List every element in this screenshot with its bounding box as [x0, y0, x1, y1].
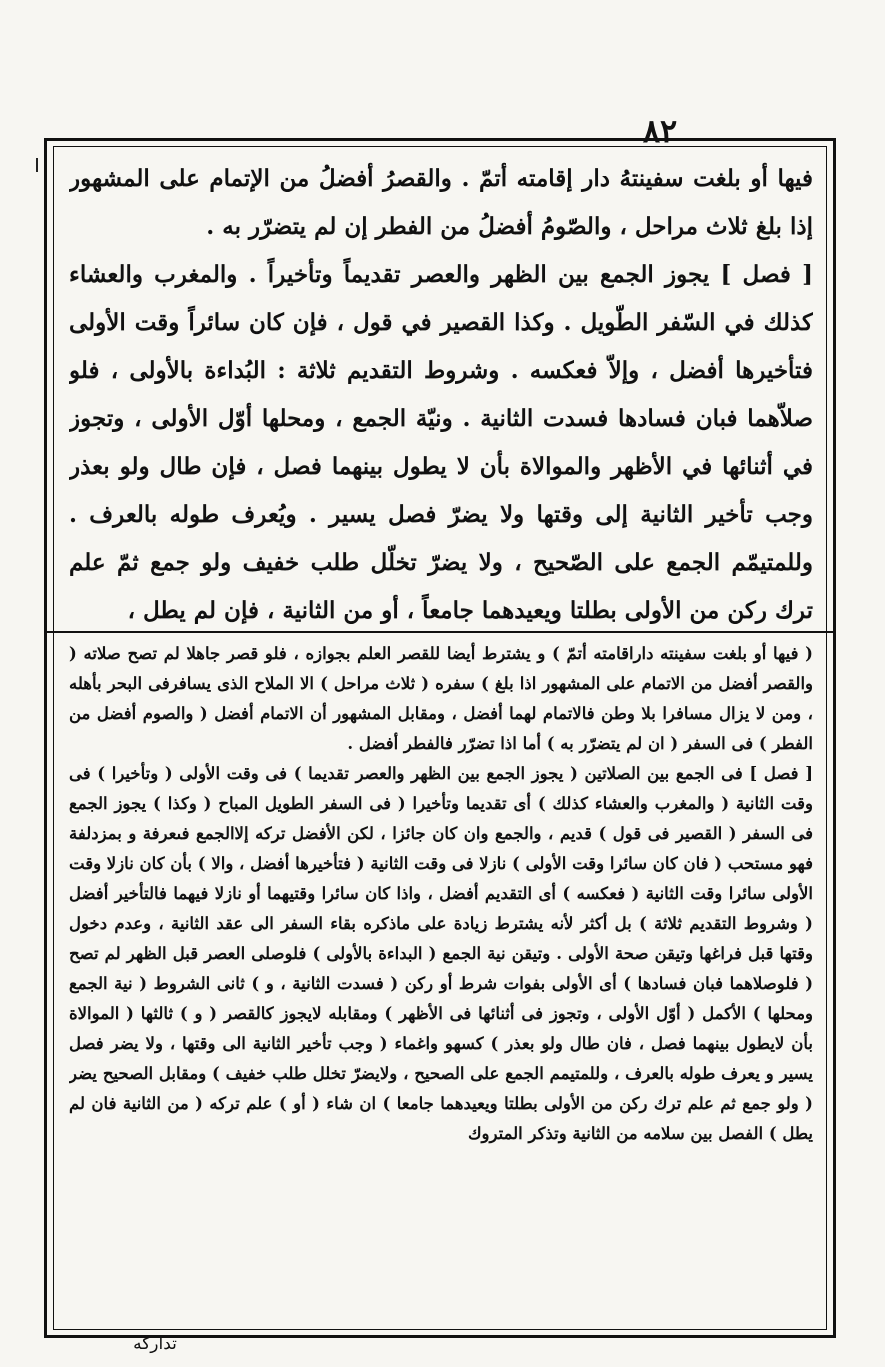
margin-mark	[36, 158, 38, 172]
matn-text-block	[69, 155, 813, 625]
page-frame	[44, 138, 836, 1338]
catchword: تداركه	[133, 1334, 177, 1354]
commentary-text-block	[69, 639, 813, 1329]
commentary-paragraph-1: ( فيها أو بلغت سفينته داراقامته أتمّ ) و يشترط أيضا للقصر العلم بجوازه ، فلو قصر جاهلا لم تصح صلاته ( والقصر أفضل من الاتمام على المشهور اذا بلغ ) سفره ( ثلاث مراحل ) الا الملاح الذى يسافرفى البحر بأهله ، ومن لا يزال مسافرا بلا وطن فالاتمام لهما أفضل ، ومقابل المشهور أن الاتمام أفضل ( والصوم أفضل من الفطر ) فى السفر ( ان لم يتضرّر به ) أما اذا تضرّر فالفطر أفضل .	[69, 644, 813, 753]
commentary-paragraph-2: [ فصل ] فى الجمع بين الصلاتين ( يجوز الجمع بين الظهر والعصر تقديما ) فى وقت الأولى ( وتأخيرا ) فى وقت الثانية ( والمغرب والعشاء كذلك ) أى تقديما وتأخيرا ( فى السفر الطويل المباح ( وكذا ) يجوز الجمع فى السفر ( القصير فى قول ) قديم ، والجمع وان كان جائزا ، لكن الأفضل تركه إلاالجمع فىعرفة و بمزدلفة فهو مستحب ( فان كان سائرا وقت الأولى ) نازلا فى وقت الثانية ( فتأخيرها أفضل ، والا ) بأن كان نازلا وقت الأولى سائرا وقت الثانية ( فعكسه ) أى التقديم أفضل ، واذا كان سائرا وقتيهما أو نازلا فيهما فالتأخير أفضل ( وشروط التقديم ثلاثة ) بل أكثر لأنه يشترط زيادة على ماذكره بقاء السفر الى عقد الثانية ، وعدم دخول وقتها قبل فراغها وتيقن صحة الأولى . وتيقن نية الجمع ( البداءة بالأولى ) فلوصلى العصر قبل الظهر لم تصح ( فلوصلاهما فبان فسادها ) أى الأولى بفوات شرط أو ركن ( فسدت الثانية ، و ) ثانى الشروط ( نية الجمع ومحلها ) الأكمل ( أوّل الأولى ، وتجوز فى أثنائها فى الأظهر ) ومقابله لايجوز كالقصر ( و ) ثالثها ( الموالاة بأن لايطول بينهما فصل ، فان طال ولو بعذر ) كسهو واغماء ( وجب تأخير الثانية الى وقتها ، ولا يضر فصل يسير و يعرف طوله بالعرف ، وللمتيمم الجمع على الصحيح ، ولايضرّ تخلل طلب خفيف ) ومقابل الصحيح يضر ( ولو جمع ثم علم ترك ركن من الأولى بطلتا ويعيدهما جامعا ) ان شاء ( أو ) علم تركه ( من الثانية فان لم يطل ) الفصل بين سلامه من الثانية وتذكر المتروك	[69, 764, 813, 1143]
matn-paragraph-2: [ فصل ] يجوز الجمع بين الظهر والعصر تقديماً وتأخيراً . والمغرب والعشاء كذلك في السّفر الطّويل . وكذا القصير في قول ، فإن كان سائراً وقت الأولى فتأخيرها أفضل ، وإلاّ فعكسه . وشروط التقديم ثلاثة : البُداءة بالأولى ، فلو صلاّهما فبان فسادها فسدت الثانية . ونيّة الجمع ، ومحلها أوّل الأولى ، وتجوز في أثنائها في الأظهر والموالاة بأن لا يطول بينهما فصل ، فإن طال ولو بعذر وجب تأخير الثانية إلى وقتها ولا يضرّ فصل يسير . ويُعرف طوله بالعرف . وللمتيمّم الجمع على الصّحيح ، ولا يضرّ تخلّل طلب خفيف ولو جمع ثمّ علم ترك ركن من الأولى بطلتا ويعيدهما جامعاً ، أو من الثانية ، فإن لم يطل ،	[69, 261, 813, 624]
matn-paragraph-1: فيها أو بلغت سفينتهُ دار إقامته أتمّ . والقصرُ أفضلُ من الإتمام على المشهور إذا بلغ ثلاث مراحل ، والصّومُ أفضلُ من الفطر إن لم يتضرّر به .	[69, 165, 813, 240]
page-number: ٨٢	[642, 112, 678, 150]
section-divider	[47, 631, 833, 633]
